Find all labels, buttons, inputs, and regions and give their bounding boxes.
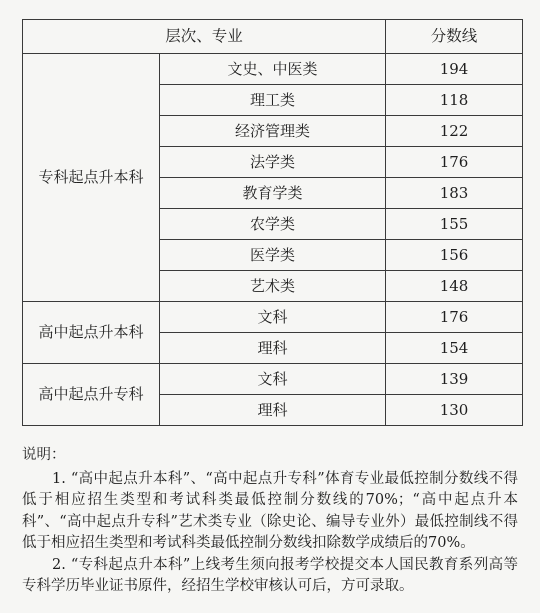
table-row (23, 54, 523, 85)
score-cell: 118 (386, 85, 523, 116)
note-item-2: 2. “专科起点升本科”上线考生须向报考学校提交本人国民教育系列高等专科学历毕业证书原件，经招生学校审核认可后，方可录取。 (22, 556, 518, 594)
major-cell: 理科 (160, 333, 386, 364)
level-cell: 专科起点升本科 (23, 54, 160, 302)
note-item-1: 1. “高中起点升本科”、“高中起点升专科”体育专业最低控制分数线不得低于相应招生类型和考试科类最低控制分数线的70%；“高中起点升本科”、“高中起点升专科”艺术类专业（除史论、编导专业外）最低控制线不得低于相应招生类型和考试科类最低控制分数线扣除数学成绩后的70%。 (22, 470, 518, 551)
major-cell: 教育学类 (160, 178, 386, 209)
table-header-row (23, 20, 523, 54)
level-cell: 高中起点升专科 (23, 364, 160, 426)
score-cell: 154 (386, 333, 523, 364)
score-cell: 156 (386, 240, 523, 271)
score-cell: 122 (386, 116, 523, 147)
score-cell: 183 (386, 178, 523, 209)
major-cell: 农学类 (160, 209, 386, 240)
major-cell: 医学类 (160, 240, 386, 271)
table-row (23, 364, 523, 395)
major-cell: 艺术类 (160, 271, 386, 302)
table-row (23, 302, 523, 333)
score-cell: 130 (386, 395, 523, 426)
level-cell: 高中起点升本科 (23, 302, 160, 364)
score-cell: 176 (386, 147, 523, 178)
major-cell: 法学类 (160, 147, 386, 178)
score-cell: 148 (386, 271, 523, 302)
major-cell: 经济管理类 (160, 116, 386, 147)
notes-title: 说明： (22, 447, 66, 463)
major-cell: 理工类 (160, 85, 386, 116)
notes-section (22, 445, 518, 598)
score-cell: 139 (386, 364, 523, 395)
score-cell: 155 (386, 209, 523, 240)
major-cell: 文科 (160, 302, 386, 333)
score-cell: 194 (386, 54, 523, 85)
major-cell: 文史、中医类 (160, 54, 386, 85)
header-category: 层次、专业 (23, 20, 386, 54)
major-cell: 文科 (160, 364, 386, 395)
score-cell: 176 (386, 302, 523, 333)
admission-score-table (22, 19, 523, 426)
major-cell: 理科 (160, 395, 386, 426)
header-score: 分数线 (386, 20, 523, 54)
